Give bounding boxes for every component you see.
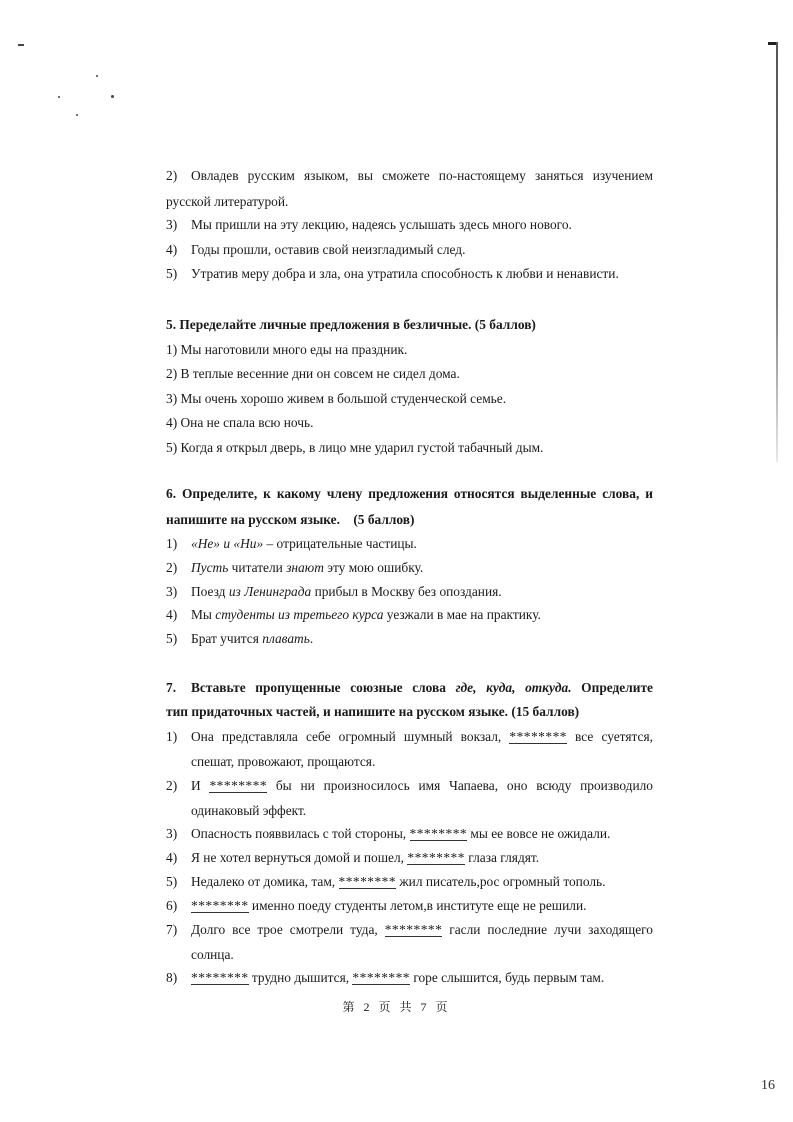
item-text: именно поеду студенты летом,в институте еще не решили. <box>248 898 587 913</box>
s7-item-7-cont: солнца. <box>191 947 234 962</box>
item-text: Я не хотел вернуться домой и пошел, <box>191 850 408 865</box>
answer-blank[interactable]: ******** <box>209 778 268 793</box>
s7-item-5 <box>166 874 606 890</box>
item-text: – отрицательные частицы. <box>263 536 417 551</box>
item-text: . <box>309 631 314 646</box>
item-text: бы ни произносилось имя Чапаева, оно всюду производило <box>267 778 653 793</box>
answer-blank[interactable]: ******** <box>509 729 567 744</box>
heading-text: Вставьте пропущенные союзные слова <box>191 680 456 695</box>
item-number: 7) <box>166 922 178 937</box>
s6-heading-line1: 6. Определите, к какому члену предложения относятся выделенные слова, и <box>166 486 653 501</box>
scan-speck <box>18 44 24 46</box>
item-text: эту мою ошибку. <box>323 560 424 575</box>
highlighted-words: знают <box>286 560 324 575</box>
s4-item-4 <box>166 242 465 258</box>
s7-item-1 <box>166 729 653 745</box>
item-text: Недалеко от домика, там, <box>191 874 339 889</box>
item-number: 4) <box>166 850 178 865</box>
item-number: 1) <box>166 536 178 551</box>
points-label: (5 баллов) <box>353 512 415 527</box>
answer-blank[interactable]: ******** <box>409 826 468 841</box>
s4-item-2 <box>166 168 653 184</box>
item-number: 3) <box>166 217 178 232</box>
item-number: 2) <box>166 778 178 793</box>
item-number: 5) <box>166 631 178 646</box>
answer-blank[interactable]: ******** <box>191 970 249 985</box>
answer-blank[interactable]: ******** <box>338 874 397 889</box>
item-text: Овладев русским языком, вы сможете по-настоящему заняться изучением <box>191 168 653 183</box>
scan-edge-line <box>776 42 778 462</box>
scan-speck <box>58 96 60 98</box>
heading-italic-words: где, куда, откуда. <box>455 680 572 695</box>
item-text: Утратив меру добра и зла, она утратила способность к любви и ненависти. <box>191 266 619 281</box>
item-text: уезжали в мае на практику. <box>383 607 541 622</box>
item-text: И <box>191 778 210 793</box>
s4-item-2-cont: русской литературой. <box>166 194 289 209</box>
answer-blank[interactable]: ******** <box>407 850 465 865</box>
item-text: Мы <box>191 607 216 622</box>
item-text: читатели <box>228 560 287 575</box>
answer-blank[interactable]: ******** <box>384 922 443 937</box>
s5-item: 2) В теплые весенние дни он совсем не сидел дома. <box>166 366 460 381</box>
item-number: 3) <box>166 584 178 599</box>
item-number: 3) <box>166 826 178 841</box>
s5-item: 1) Мы наготовили много еды на праздник. <box>166 342 408 357</box>
s7-item-4 <box>166 850 539 866</box>
highlighted-words: плавать <box>262 631 310 646</box>
item-text: прибыл в Москву без опоздания. <box>311 584 502 599</box>
s6-item-3 <box>166 584 502 600</box>
item-text: гасли последние лучи заходящего <box>442 922 653 937</box>
s6-item-2 <box>166 560 423 576</box>
scan-speck <box>96 75 98 77</box>
heading-text: Определите <box>571 680 653 695</box>
item-number: 5) <box>166 266 178 281</box>
item-text: горе слышится, будь первым там. <box>409 970 605 985</box>
highlighted-words: Пусть <box>191 560 229 575</box>
s7-item-7 <box>166 922 653 938</box>
s5-item: 5) Когда я открыл дверь, в лицо мне ударил густой табачный дым. <box>166 440 544 455</box>
item-text: Брат учится <box>191 631 263 646</box>
item-text: жил писатель,рос огромный тополь. <box>396 874 606 889</box>
s6-item-1 <box>166 536 417 552</box>
answer-blank[interactable]: ******** <box>191 898 249 913</box>
item-text: Годы прошли, оставив свой неизгладимый след. <box>191 242 466 257</box>
item-number: 5) <box>166 874 178 889</box>
item-text: Поезд <box>191 584 229 599</box>
item-text: Долго все трое смотрели туда, <box>191 922 385 937</box>
highlighted-words: студенты из третьего курса <box>215 607 384 622</box>
item-text: Она представляла себе огромный шумный вокзал, <box>191 729 510 744</box>
s5-item: 3) Мы очень хорошо живем в большой студенческой семье. <box>166 391 507 406</box>
s7-item-6 <box>166 898 586 914</box>
highlighted-words: «Не» и «Ни» <box>191 536 264 551</box>
item-text: глаза глядят. <box>464 850 540 865</box>
item-number: 6) <box>166 898 178 913</box>
item-text: Опасность появвилась с той стороны, <box>191 826 410 841</box>
s7-heading-line1 <box>166 680 653 696</box>
s6-item-4 <box>166 607 541 623</box>
answer-blank[interactable]: ******** <box>352 970 410 985</box>
s7-heading-line2: тип придаточных частей, и напишите на русском языке. (15 баллов) <box>166 704 580 719</box>
item-text: все суетятся, <box>566 729 653 744</box>
scan-speck <box>111 95 114 98</box>
s5-item: 4) Она не спала всю ночь. <box>166 415 314 430</box>
highlighted-words: из Ленинграда <box>228 584 312 599</box>
item-number: 2) <box>166 560 178 575</box>
scan-page-number: 16 <box>761 1078 775 1093</box>
s4-item-3 <box>166 217 572 233</box>
s5-heading: 5. Переделайте личные предложения в безличные. (5 баллов) <box>166 317 536 332</box>
item-number: 4) <box>166 607 178 622</box>
item-number: 4) <box>166 242 178 257</box>
s4-item-5 <box>166 266 619 282</box>
page-footer: 第 2 页 共 7 页 <box>342 1000 451 1014</box>
section-number: 7. <box>166 680 177 695</box>
s7-item-1-cont: спешат, провожают, прощаются. <box>191 754 376 769</box>
s7-item-2-cont: одинаковый эффект. <box>191 803 307 818</box>
item-number: 2) <box>166 168 178 183</box>
scan-speck <box>76 114 78 116</box>
s7-item-3 <box>166 826 610 842</box>
item-number: 8) <box>166 970 178 985</box>
item-text: мы ее вовсе не ожидали. <box>467 826 611 841</box>
item-text: трудно дышится, <box>248 970 353 985</box>
s6-heading-line2 <box>166 512 414 528</box>
item-number: 1) <box>166 729 178 744</box>
heading-text: напишите на русском языке. <box>166 512 340 527</box>
s6-item-5 <box>166 631 313 647</box>
item-text: Мы пришли на эту лекцию, надеясь услышать здесь много нового. <box>191 217 572 232</box>
s7-item-2 <box>166 778 653 794</box>
s7-item-8 <box>166 970 604 986</box>
